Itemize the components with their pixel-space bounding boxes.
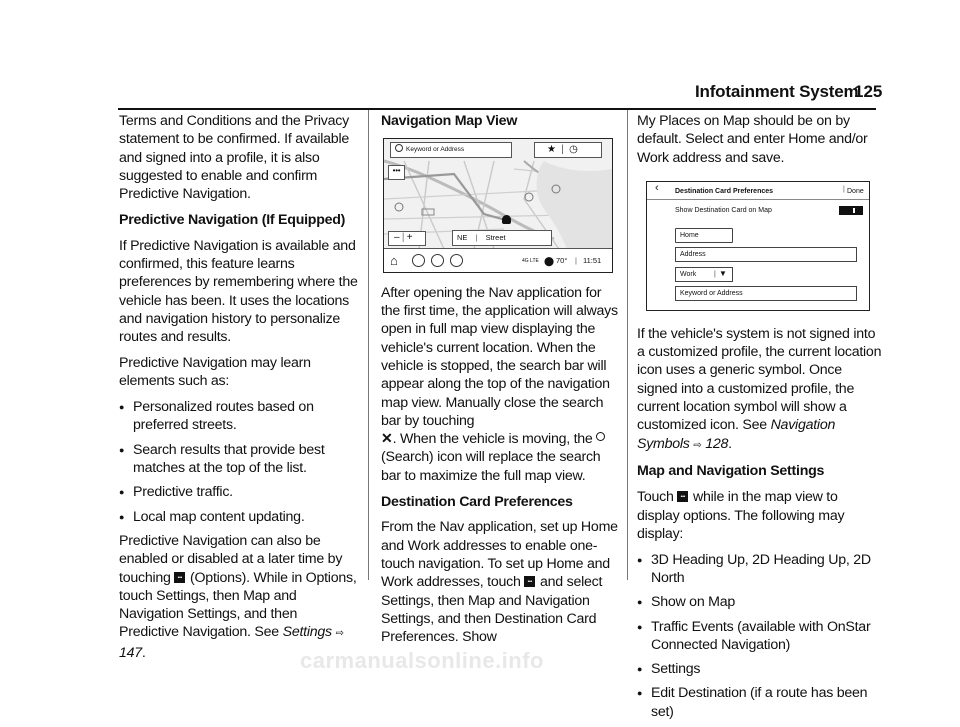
paragraph: If Predictive Navigation is available and confirmed, this feature learns preferences by remembering where the vehicle has been. It uses the locations and navigation history to personalize routes and results.: [119, 237, 358, 346]
paragraph: Predictive Navigation may learn elements such as:: [119, 355, 311, 390]
home-field-label: Home: [680, 231, 699, 239]
nav-icon[interactable]: [450, 254, 463, 267]
section-heading-predictive-navigation: Predictive Navigation (If Equipped): [119, 211, 346, 228]
options-icon: [524, 576, 535, 587]
list-item: ● Show on Map: [637, 593, 882, 611]
column-divider-2: [627, 110, 628, 580]
dropdown-arrow-icon[interactable]: ▼: [719, 268, 727, 278]
paragraph: [381, 284, 621, 485]
favorites-star-icon[interactable]: ★: [547, 143, 556, 155]
running-header-title: Infotainment System: [695, 82, 859, 101]
media-icon[interactable]: [412, 254, 425, 267]
text-run: while in the map view to display options. The following may display:: [637, 489, 845, 542]
text-run: After opening the Nav application for the first time, the application will always open in full map view displaying the vehicle's current location. When the vehicle is stopped, the search bar will appear along the top of the navigation map view. Manually close the search bar by touching: [381, 284, 618, 429]
list-item: ● Traffic Events (available with OnStar Connected Navigation): [637, 618, 882, 655]
page-reference[interactable]: 147: [119, 644, 142, 661]
screen-title: Destination Card Preferences: [675, 187, 774, 195]
paragraph: [637, 488, 882, 543]
keyword-address-field[interactable]: [675, 286, 857, 301]
back-chevron-icon[interactable]: ‹: [655, 181, 659, 194]
phone-icon[interactable]: [431, 254, 444, 267]
text-run: and select Settings, then Map and Navigation Settings, and then Destination Card Preferences. Show: [381, 574, 603, 646]
column-1: [119, 112, 359, 670]
text-run: From the Nav application, set up Home and Work addresses to enable one-touch navigation. To set up Home and Work addresses, touch: [381, 519, 618, 591]
text-run: Touch: [637, 489, 674, 506]
work-field-label: Work: [680, 270, 697, 278]
reference-arrow-icon: ⇨: [693, 439, 702, 451]
reference-arrow-icon: ⇨: [335, 628, 344, 640]
signal-indicator: 4G LTE: [522, 257, 539, 264]
section-heading-navigation-map-view: Navigation Map View: [381, 113, 518, 129]
section-heading-destination-card-preferences: Destination Card Preferences: [381, 493, 573, 510]
list-item: ● 3D Heading Up, 2D Heading Up, 2D North: [637, 551, 882, 588]
divider: |: [475, 232, 478, 242]
home-field[interactable]: [675, 228, 733, 243]
toggle-knob: [853, 208, 855, 213]
paragraph: [381, 518, 621, 646]
column-2: [381, 112, 621, 654]
paragraph: Terms and Conditions and the Privacy statement to be confirmed. If available and signed into a profile, it is also suggested to enable and confirm Predictive Navigation.: [119, 113, 349, 203]
map-actions: [534, 142, 602, 158]
divider: |: [843, 185, 845, 193]
screen-title-bar: [647, 182, 869, 200]
show-card-label: Show Destination Card on Map: [675, 206, 772, 214]
list-item: ● Search results that provide best matches at the top of the list.: [119, 441, 359, 478]
paragraph: If the vehicle's system is not signed into a customized profile, the current location icon uses a generic symbol. Once signed into a customized profile, the current location symbol will show a customized icon. See Navigation Symbols ⇨ 128.: [637, 325, 882, 452]
divider: |: [561, 143, 564, 155]
address-field[interactable]: [675, 247, 857, 262]
current-location-marker: [502, 215, 511, 224]
heading-direction: NE: [457, 232, 468, 242]
map-search-bar[interactable]: [390, 142, 512, 158]
zoom-controls: [388, 231, 426, 246]
search-icon: [596, 432, 605, 441]
heading-street-bar: [452, 230, 552, 246]
page-reference[interactable]: 128: [705, 435, 729, 452]
list-item: ● Settings: [637, 660, 882, 678]
divider: |: [401, 231, 405, 243]
column-3: [637, 112, 882, 727]
work-field[interactable]: [675, 267, 733, 282]
status-bar: [384, 248, 612, 273]
street-name: Street: [485, 232, 506, 242]
header-rule: [118, 108, 876, 110]
list-item: ● Edit Destination (if a route has been set): [637, 684, 882, 721]
column-divider-1: [368, 110, 369, 580]
clock-time: 11:51: [583, 255, 602, 265]
recent-clock-icon[interactable]: ◷: [569, 143, 578, 155]
search-icon: [395, 144, 403, 152]
show-card-toggle[interactable]: [839, 206, 863, 215]
text-run: (Options). While in Options, touch Settings, then Map and Navigation Settings, and then Predictive Navigation. See: [119, 569, 357, 641]
navigation-map-screenshot: [383, 138, 613, 273]
cross-reference-link[interactable]: Settings: [282, 624, 332, 641]
location-pin-icon: ⬤: [544, 255, 555, 266]
list-item: ● Personalized routes based on preferred streets.: [119, 398, 359, 435]
text-run: (Search) icon will replace the search bar to maximize the full map view.: [381, 449, 601, 484]
divider: |: [714, 270, 716, 278]
paragraph: Predictive Navigation can also be enabled or disabled at a later time by touching ••• (Options). While in Options, touch Settings, then Map and Navigation Settings, and then Predictive Navigation. See Settings ⇨ 147.: [119, 532, 359, 662]
paragraph: My Places on Map should be on by default. Select and enter Home and/or Work address and save.: [637, 113, 868, 166]
keyword-field-label: Keyword or Address: [680, 289, 743, 297]
watermark: carmanualsonline.info: [300, 648, 544, 673]
options-icon: [174, 572, 185, 583]
text-run: . When the vehicle is moving, the: [392, 431, 593, 448]
options-icon: [677, 491, 688, 502]
options-dots-icon: •••: [392, 165, 401, 175]
temperature: 70°: [556, 255, 568, 265]
section-heading-map-navigation-settings: Map and Navigation Settings: [637, 463, 825, 480]
destination-card-preferences-screenshot: [646, 181, 870, 311]
divider: |: [575, 255, 577, 265]
options-button[interactable]: [388, 165, 405, 180]
cross-reference-link[interactable]: Navigation Symbols: [637, 417, 836, 452]
page-number: 125: [854, 82, 883, 101]
list-item: ● Predictive traffic.: [119, 483, 359, 501]
text-run: If the vehicle's system is not signed into a customized profile, the current location icon uses a generic symbol. Once signed into a customized profile, the current location symbol will show a customized icon. See: [637, 325, 882, 434]
home-icon[interactable]: ⌂: [390, 252, 398, 268]
zoom-in-button[interactable]: +: [406, 231, 413, 243]
text-run: Predictive Navigation can also be enabled or disabled at a later time by touching: [119, 532, 343, 586]
search-placeholder: Keyword or Address: [406, 145, 465, 153]
address-field-label: Address: [680, 250, 706, 258]
close-x-icon: ✕: [381, 431, 393, 448]
list-item: ● Local map content updating.: [119, 508, 359, 526]
zoom-out-button[interactable]: –: [394, 231, 400, 243]
done-button[interactable]: Done: [847, 187, 864, 195]
